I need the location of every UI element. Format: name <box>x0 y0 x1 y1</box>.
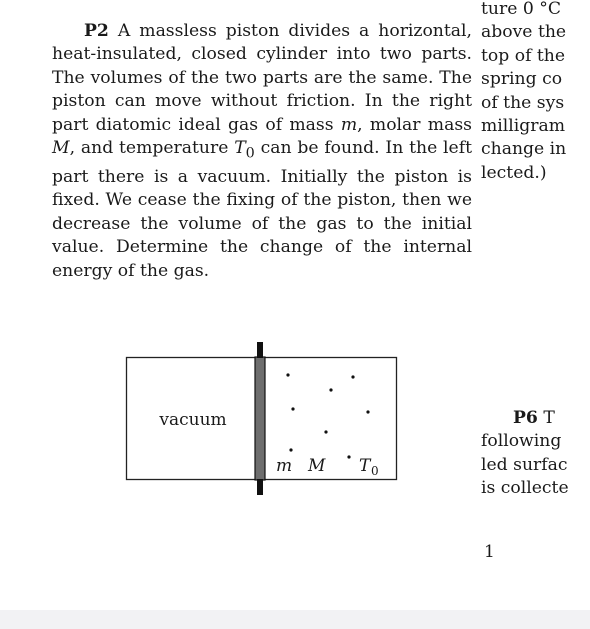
molecule-dot <box>291 407 294 410</box>
vacuum-label: vacuum <box>159 410 227 430</box>
problem-text-2: , molar mass <box>357 114 472 135</box>
cylinder-figure <box>120 340 410 500</box>
viewer-footer-band <box>0 610 590 629</box>
right-line: lected.) <box>481 162 547 183</box>
piston-rod-bottom <box>257 479 263 495</box>
molecule-dot <box>289 448 292 451</box>
p6-line-2: following <box>481 431 562 452</box>
right-line: spring co <box>481 69 563 90</box>
var-m: m <box>340 114 358 135</box>
piston <box>255 357 265 480</box>
molecule-dot <box>329 388 332 391</box>
p6-line-1: T <box>537 408 555 428</box>
right-line: ture 0 °C <box>481 0 561 19</box>
right-line: milligram <box>481 115 566 136</box>
p6-label: P6 <box>513 408 538 428</box>
molecule-dot <box>324 430 327 433</box>
problem-p2 <box>52 20 472 283</box>
right-column-fragment <box>481 0 590 185</box>
problem-text-4: can be found. In the left part there is a vacuum. Initially the piston is fixed. We cease the fixing of the piston, then we decrease the volume of the gas to the initial value. Determine the change of the internal energy of the gas. <box>52 138 472 281</box>
right-line: above the <box>481 22 567 43</box>
gas-label-T: T <box>359 456 371 476</box>
p6-line-4: is collecte <box>481 478 569 499</box>
var-T: T <box>234 138 246 159</box>
problem-text-1: A massless piston divides a horizontal, heat-insulated, closed cylinder into two parts. The volumes of the two parts are the same. The piston can move without friction. In the right part diatomic ideal gas of mass <box>52 21 472 135</box>
problem-p6-fragment <box>481 407 590 501</box>
gas-label-T-sub: 0 <box>371 464 379 478</box>
var-T-sub: 0 <box>245 145 255 162</box>
molecule-dot <box>347 455 350 458</box>
molecule-dot <box>366 410 369 413</box>
gas-label-M: M <box>308 456 326 476</box>
molecule-dot <box>286 373 289 376</box>
piston-rod-top <box>257 342 263 358</box>
molecule-dot <box>351 375 354 378</box>
page-number: 1 <box>484 542 495 562</box>
problem-label: P2 <box>84 21 109 41</box>
right-line: change in <box>481 139 567 160</box>
right-line: top of the <box>481 45 566 66</box>
p6-line-3: led surfac <box>481 454 568 475</box>
var-M: M <box>52 138 70 159</box>
gas-molecules <box>286 373 369 458</box>
right-line: of the sys <box>481 92 565 113</box>
gas-label-m: m <box>276 456 293 476</box>
problem-text-3: , and temperature <box>69 138 235 159</box>
